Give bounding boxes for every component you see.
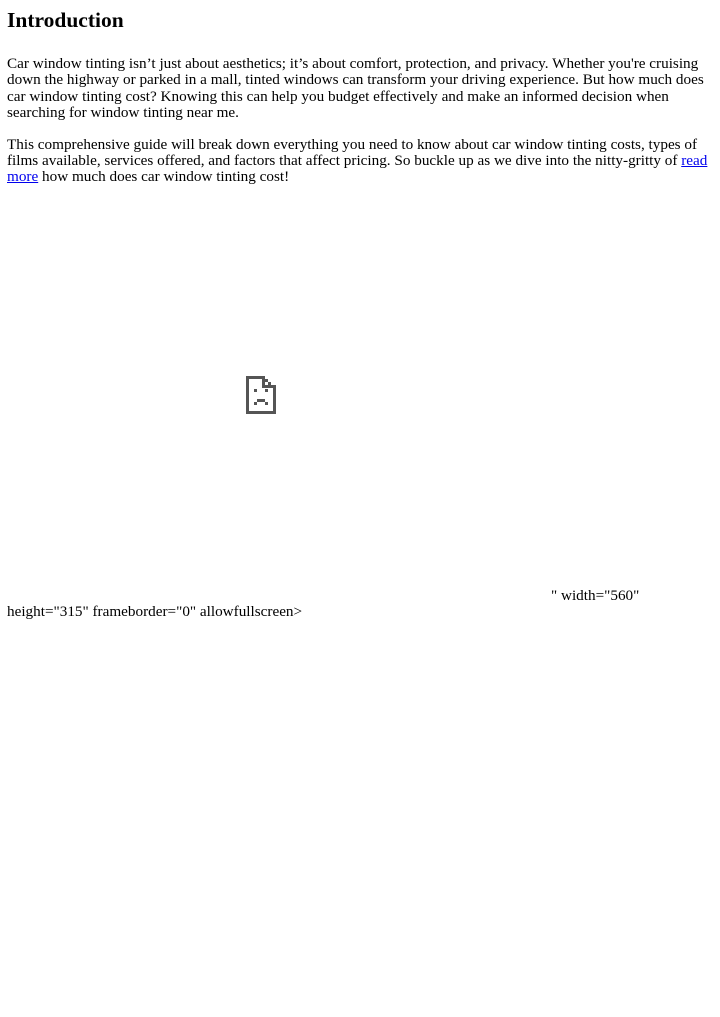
stray-embed-code-line1: " width="560"	[551, 587, 640, 604]
guide-paragraph-text: This comprehensive guide will break down everything you need to know about car window tinting costs, types of films available, services offered, and factors that affect pricing. So buckle up as we dive into the nitty-gritty of	[7, 135, 698, 170]
read-more-link[interactable]: read more	[7, 152, 708, 186]
guide-paragraph-tail: how much does car window tinting cost!	[38, 168, 290, 186]
stray-embed-code	[7, 588, 713, 621]
article	[7, 0, 713, 186]
guide-paragraph	[7, 137, 713, 186]
stray-embed-code-line2: height="315" frameborder="0" allowfullscreen>	[7, 603, 303, 621]
embedded-video-frame[interactable]	[7, 183, 547, 603]
broken-page-icon	[245, 375, 277, 415]
intro-paragraph: Car window tinting isn’t just about aesthetics; it’s about comfort, protection, and privacy. Whether you're cruising down the highway or parked in a mall, tinted windows can transform your driving experience. But how much does car window tinting cost? Knowing this can help you budget effectively and make an informed decision when searching for window tinting near me.	[7, 55, 704, 122]
page-title: Introduction	[7, 8, 124, 32]
